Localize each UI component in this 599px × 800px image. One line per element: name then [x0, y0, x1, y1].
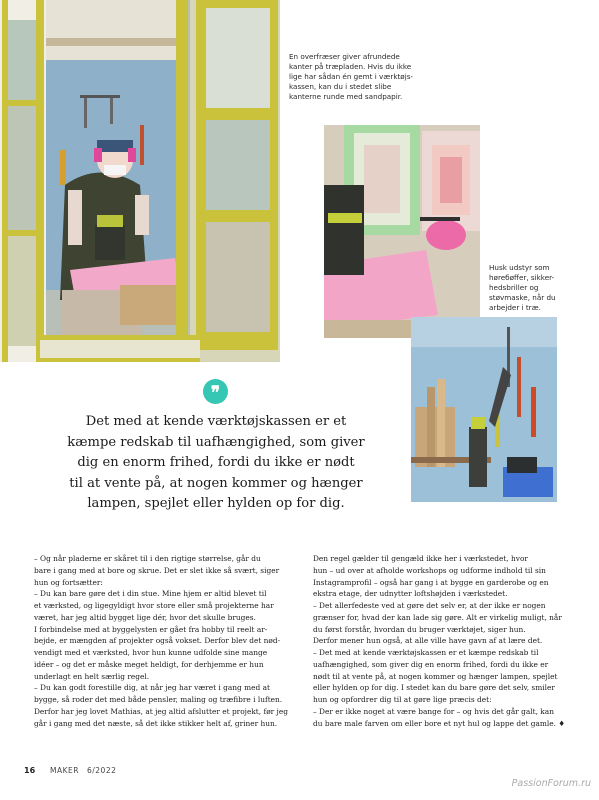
magazine-footer	[50, 766, 116, 775]
body-line: hun og opfordrer dig til at gøre lige præcis det:	[313, 695, 492, 704]
pull-quote-line: kæmpe redskab til uafhængighed, som giver	[67, 434, 365, 450]
body-line: går i gang med det næste, så det ikke stikker helt af, griner hun.	[34, 718, 278, 728]
pull-quote-line: dig en enorm frihed, fordi du ikke er nødt	[77, 455, 355, 470]
body-line: – Og når pladerne er skåret til i den rigtige størrelse, går du	[34, 554, 261, 563]
body-line: et værksted, og ligegyldigt hvor store eller små projekterne har	[34, 601, 274, 610]
body-line: – Det med at kende værktøjskassen er et kæmpe redskab til	[313, 648, 539, 657]
body-line: Instagramprofil – også har gang i at bygge en garderobe og en	[313, 577, 549, 587]
page-number: 16	[24, 766, 36, 775]
body-line: bygge, så roder det med både pensler, maling og træfibre i luften.	[34, 695, 283, 704]
body-line: – Du kan godt forestille dig, at når jeg har været i gang med at	[34, 683, 270, 693]
body-line: du bare male farven om eller bore et nyt hul og lappe det gamle. ♦	[313, 718, 565, 728]
quote-mark-icon: ❞	[203, 379, 228, 404]
body-line: hun – ud over at afholde workshops og udforme indhold til sin	[313, 565, 546, 575]
caption-line: arbejder i træ.	[489, 303, 541, 312]
tool-wall-illustration	[411, 317, 557, 502]
body-line: I forbindelse med at byggelysten er gået fra hobby til reelt ar-	[34, 624, 268, 634]
body-line: – Det allerfedeste ved at gøre det selv er, at der ikke er nogen	[313, 601, 546, 610]
body-line: vendigt med et værksted, hvor hun kunne udfolde sine mange	[34, 648, 268, 657]
body-line: grænser for, hvad der kan lade sig gøre. Alt er virkelig muligt, når	[313, 612, 562, 622]
caption-line: kanter på træpladen. Hvis du ikke	[289, 62, 412, 71]
pull-quote-line: Det med at kende værktøjskassen er et	[85, 414, 347, 429]
photo-caption-router	[289, 52, 429, 102]
photo-caption-safety	[489, 263, 589, 313]
tools-on-board-illustration	[324, 125, 480, 338]
body-line: idéer – og det er måske meget heldigt, for derhjemme er hun	[34, 659, 264, 669]
caption-line: støvmaske, når du	[489, 293, 556, 302]
caption-line: høreбøffer, sikker-	[489, 273, 555, 282]
caption-line: hedsbriller og	[489, 283, 539, 292]
site-watermark: PassionForum.ru	[511, 778, 591, 789]
body-column-left	[34, 553, 310, 729]
magazine-name: MAKER	[50, 766, 79, 775]
body-line: – Der er ikke noget at være bange for – og hvis det går galt, kan	[313, 706, 554, 716]
body-line: Derfor mener hun også, at alle ville have gavn af at lære det.	[313, 636, 543, 646]
photo-woman-at-workbench	[0, 0, 280, 362]
body-line: været, har jeg altid bygget lige dér, hvor det skulle bruges.	[34, 612, 256, 622]
body-line: underlagt en helt særlig regel.	[34, 671, 150, 681]
body-line: du først forstår, hvordan du bruger værktøjet, siger hun.	[313, 624, 526, 634]
caption-line: Husk udstyr som	[489, 263, 550, 272]
body-line: ekstra etage, der udnytter loftshøjden i værkstedet.	[313, 589, 508, 599]
body-line: uafhængighed, som giver dig en enorm frihed, fordi du ikke er	[313, 659, 549, 669]
caption-line: lige har sådan én gemt i værktøjs-	[289, 72, 414, 81]
body-line: bejde, er mængden af projekter også vokset. Derfor blev det nød-	[34, 636, 281, 646]
caption-line: En overfræser giver afrundede	[289, 52, 400, 61]
workshop-scene-illustration	[0, 0, 280, 362]
photo-router-and-earmuffs	[324, 125, 480, 338]
body-line: hun og fortsætter:	[34, 577, 103, 587]
body-line: Derfor har jeg lovet Mathias, at jeg altid afslutter et projekt, før jeg	[34, 706, 288, 716]
caption-line: kassen, kan du i stedet slibe	[289, 82, 392, 91]
body-line: nødt til at vente på, at nogen kommer og hænger lampen, spejlet	[313, 671, 558, 681]
caption-line: kanterne runde med sandpapir.	[289, 92, 403, 101]
body-line: bare i gang med at bore og skrue. Det er slet ikke så svært, siger	[34, 565, 280, 575]
body-line: Den regel gælder til gengæld ikke her i værkstedet, hvor	[313, 554, 528, 563]
body-line: eller hylden op for dig. I stedet kan du bare gøre det selv, smiler	[313, 683, 555, 693]
pull-quote	[60, 412, 372, 515]
pull-quote-line: lampen, spejlet eller hylden op for dig.	[87, 496, 345, 511]
body-line: – Du kan bare gøre det i din stue. Mine hjem er altid blevet til	[34, 589, 267, 599]
pull-quote-line: til at vente på, at nogen kommer og hænger	[69, 475, 363, 491]
body-column-right	[313, 553, 589, 729]
photo-tool-wall	[411, 317, 557, 502]
issue-number: 6/2022	[86, 766, 117, 775]
